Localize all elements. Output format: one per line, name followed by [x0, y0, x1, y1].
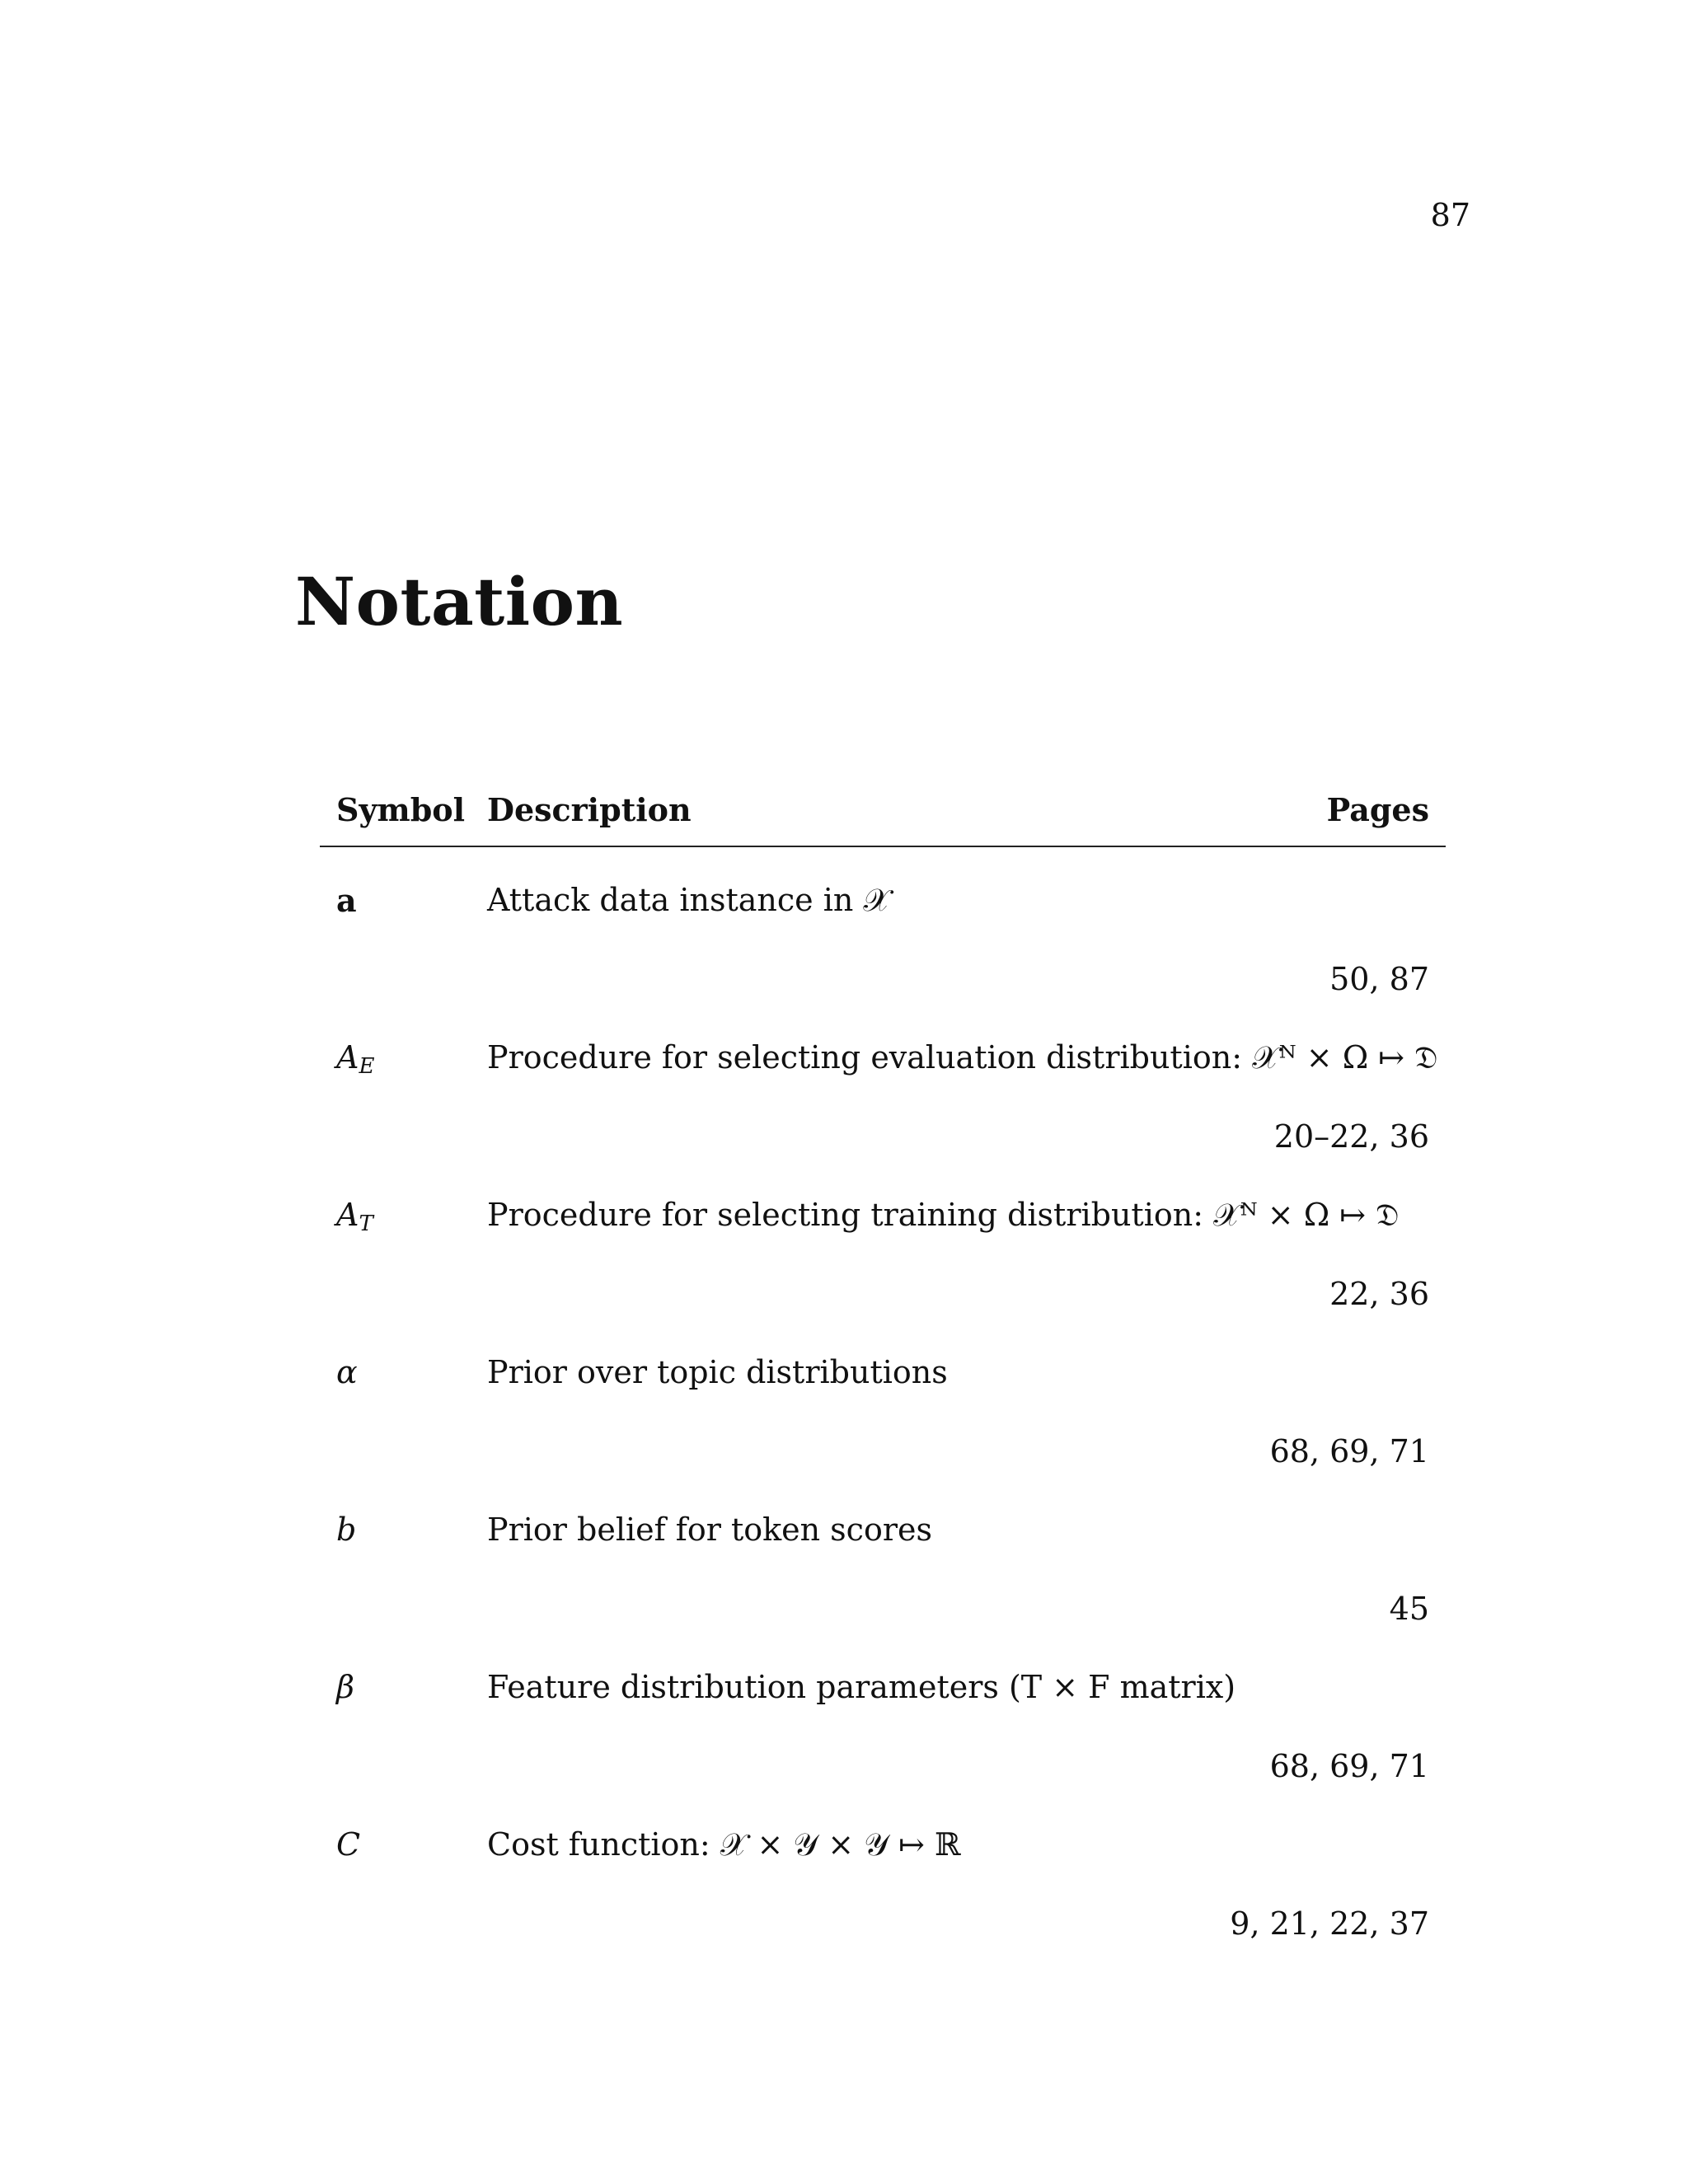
entry-symbol [336, 882, 357, 919]
table-row [320, 847, 1446, 1005]
entry-description: Prior belief for token scores [487, 1511, 932, 1548]
symbol-subscript: E [359, 1054, 375, 1079]
entry-pages: 20–22, 36 [1273, 1118, 1429, 1155]
notation-table [320, 791, 1446, 1949]
symbol-main: a [336, 882, 357, 919]
header-description: Description [487, 791, 692, 828]
table-row [320, 1477, 1446, 1634]
entry-description: Prior over topic distributions [487, 1354, 948, 1390]
symbol-main: C [336, 1826, 361, 1863]
page-number: 87 [1430, 197, 1470, 233]
entry-pages: 50, 87 [1329, 961, 1429, 997]
table-row [320, 1319, 1446, 1477]
symbol-main: α [336, 1354, 358, 1390]
entry-symbol [336, 1511, 356, 1548]
symbol-main: b [336, 1511, 357, 1548]
entry-symbol [336, 1197, 373, 1236]
header-pages: Pages [1326, 791, 1429, 828]
entry-pages: 68, 69, 71 [1269, 1748, 1429, 1784]
table-row [320, 1792, 1446, 1949]
symbol-main: A [336, 1039, 359, 1076]
entry-pages: 68, 69, 71 [1269, 1433, 1429, 1469]
entry-pages: 45 [1389, 1591, 1429, 1627]
entry-symbol [336, 1669, 354, 1705]
table-header-row [320, 791, 1446, 847]
table-row [320, 1634, 1446, 1792]
entry-description: Attack data instance in 𝒳 [487, 882, 891, 918]
entry-description: Cost function: 𝒳 × 𝒴 × 𝒴 ↦ ℝ [487, 1826, 961, 1863]
entry-description: Procedure for selecting evaluation distribution: 𝒳ᴺ × Ω ↦ 𝔇 [487, 1039, 1438, 1076]
entry-symbol [336, 1039, 374, 1079]
symbol-main: β [336, 1669, 354, 1705]
entry-description: Feature distribution parameters (T × F matrix) [487, 1669, 1236, 1705]
entry-pages: 22, 36 [1329, 1276, 1429, 1312]
symbol-subscript: T [359, 1212, 373, 1236]
entry-symbol [336, 1826, 360, 1863]
chapter-title: Notation [295, 563, 624, 640]
symbol-main: A [336, 1197, 359, 1233]
entry-pages: 9, 21, 22, 37 [1230, 1905, 1429, 1942]
header-symbol: Symbol [336, 791, 466, 828]
entry-description: Procedure for selecting training distribution: 𝒳ᴺ × Ω ↦ 𝔇 [487, 1197, 1400, 1233]
table-row [320, 1005, 1446, 1162]
entry-symbol [336, 1354, 358, 1390]
table-row [320, 1162, 1446, 1319]
